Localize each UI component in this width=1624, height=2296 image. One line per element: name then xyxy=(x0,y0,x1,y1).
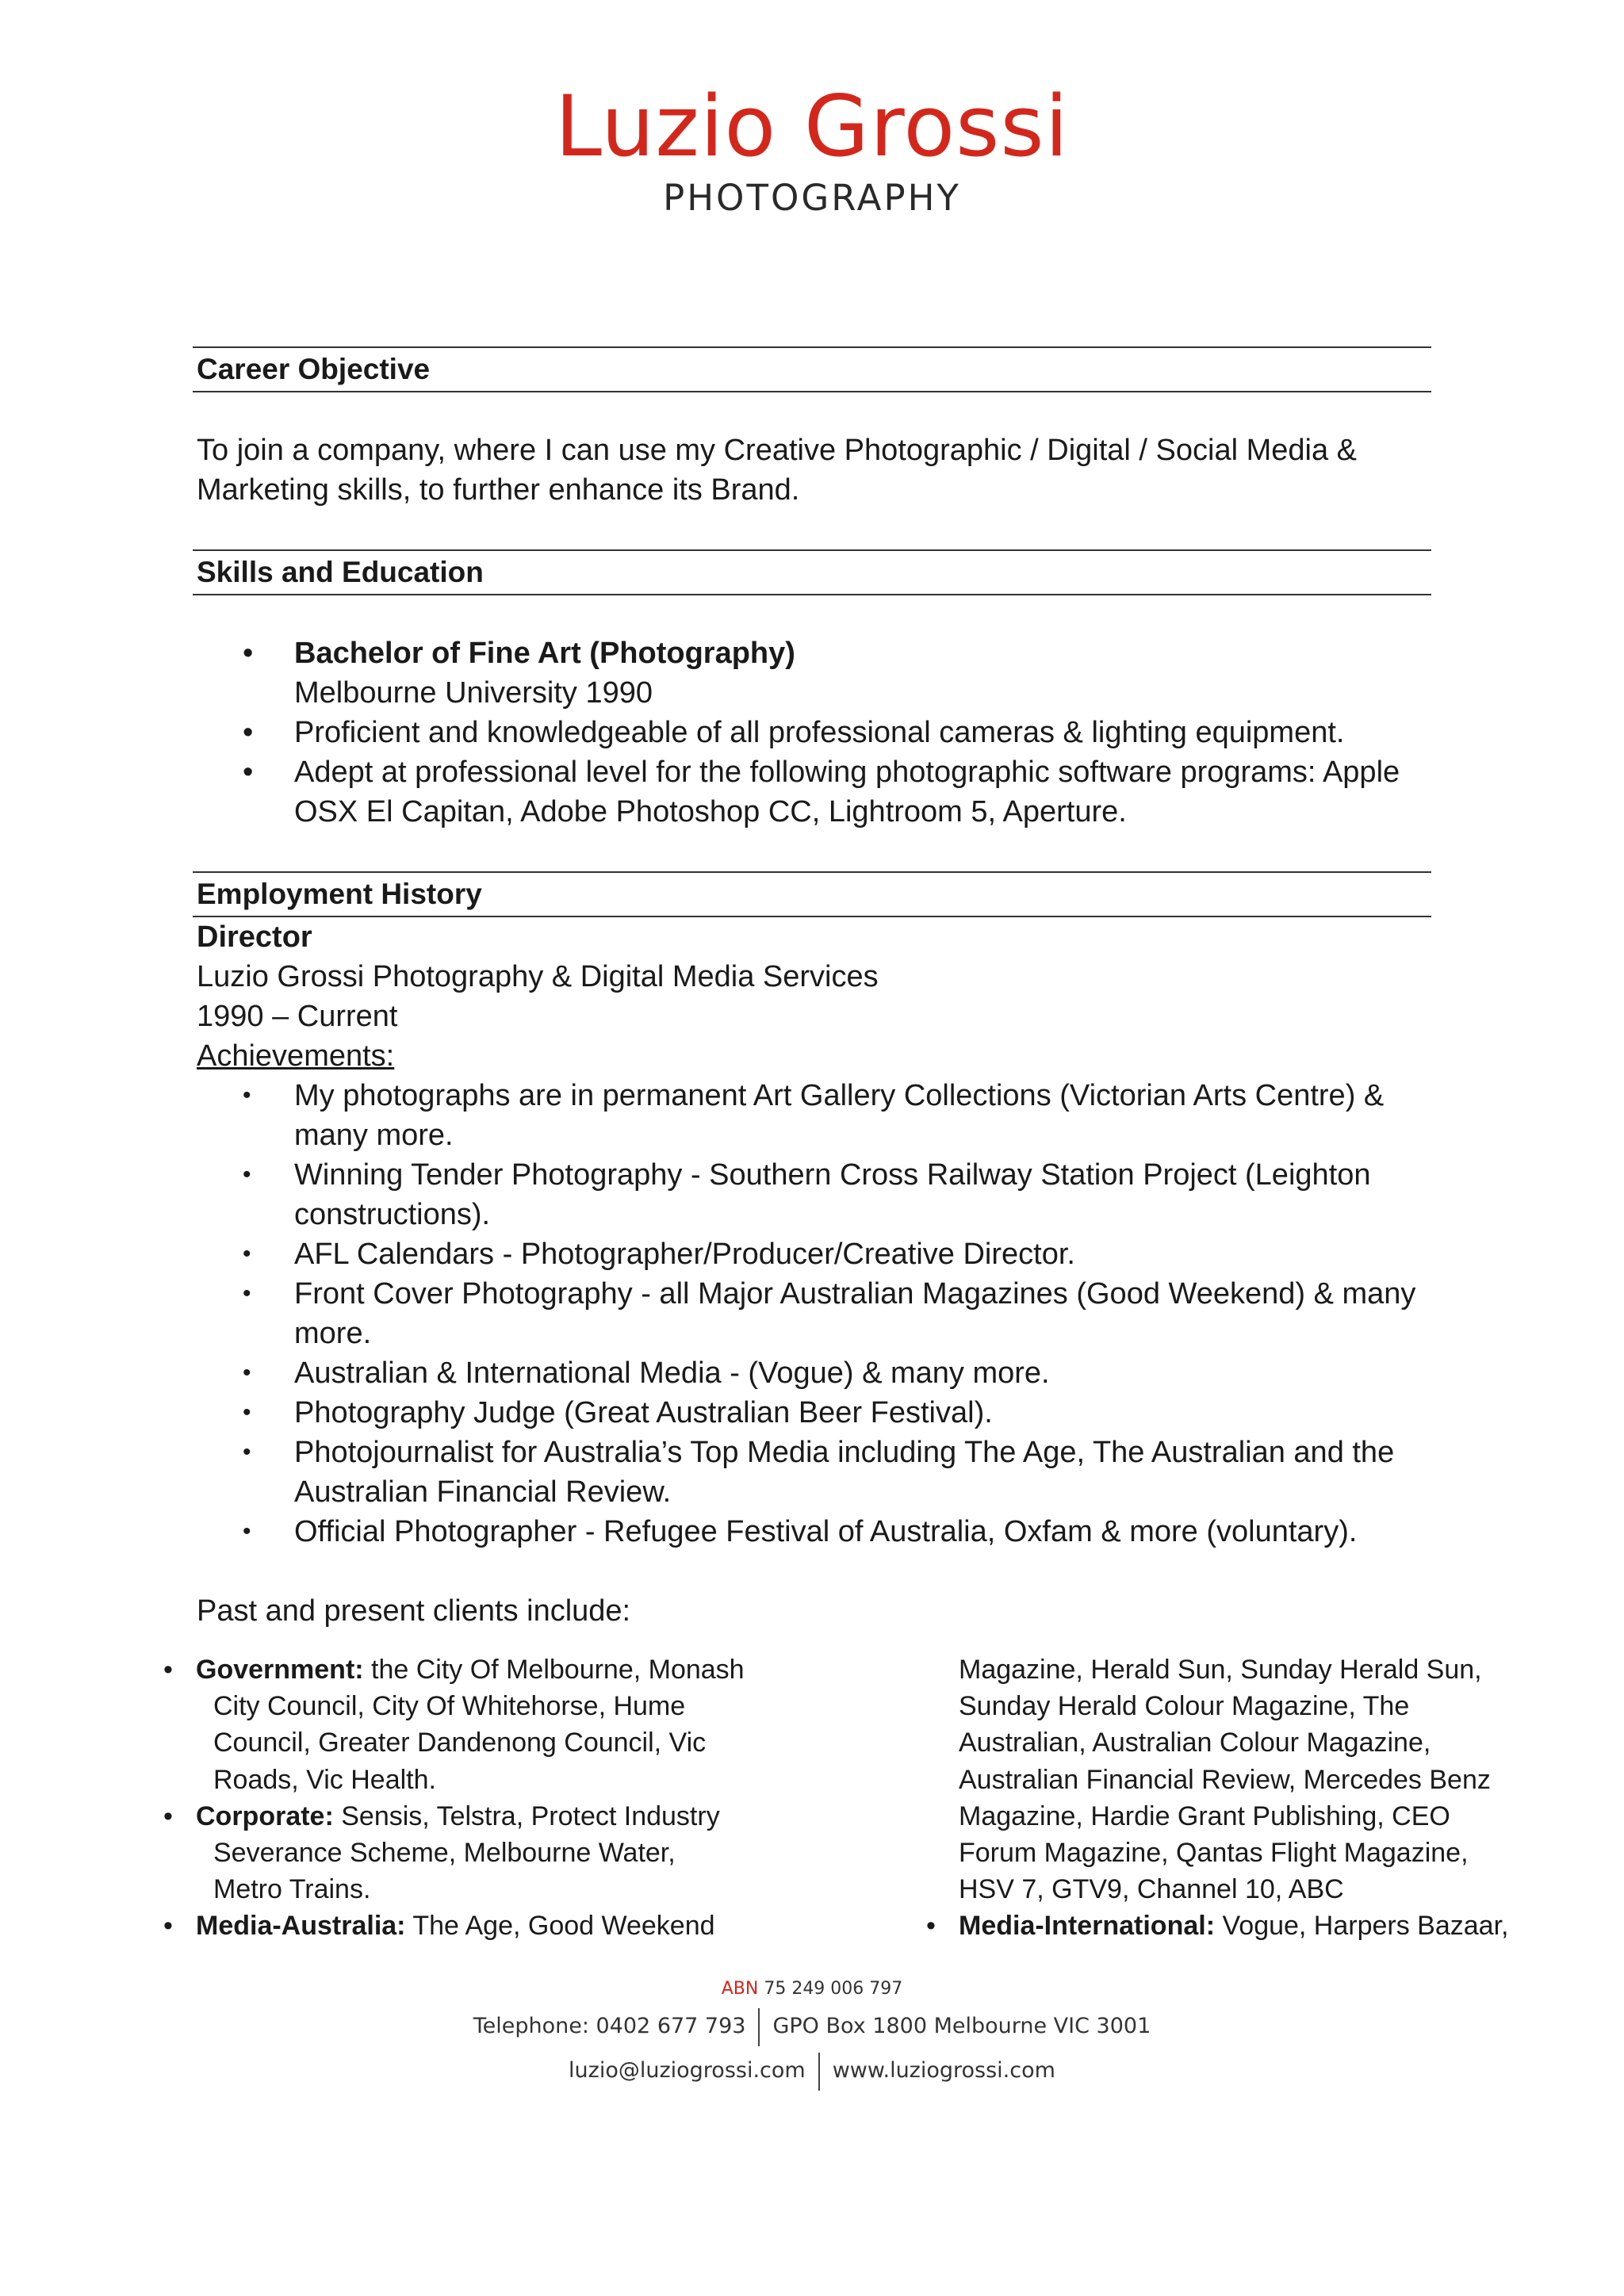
bullet-icon: • xyxy=(243,716,254,749)
achievement-line: constructions). xyxy=(294,1198,491,1231)
achievement-line: Winning Tender Photography - Southern Cross Railway Station Project (Leighton xyxy=(294,1158,1371,1192)
employment-period: 1990 – Current xyxy=(197,1000,398,1033)
footer xyxy=(0,1976,1624,2091)
client-label: Media-Australia: xyxy=(196,1911,406,1942)
list-item xyxy=(193,752,1431,832)
bullet-icon: • xyxy=(243,1082,251,1108)
bullet-icon: • xyxy=(243,1399,251,1425)
client-label: Media-International: xyxy=(959,1911,1216,1942)
achievement-line: more. xyxy=(294,1317,372,1350)
achievement-line: many more. xyxy=(294,1119,454,1152)
clients-intro: Past and present clients include: xyxy=(197,1594,631,1628)
bullet-icon: • xyxy=(243,1439,251,1465)
logo-tagline: PHOTOGRAPHY xyxy=(663,177,961,219)
section-heading-employment: Employment History xyxy=(193,871,1431,917)
divider xyxy=(758,2008,760,2046)
skill-line: Proficient and knowledgeable of all professional cameras & lighting equipment. xyxy=(294,716,1345,749)
job-title: Director xyxy=(197,920,312,954)
telephone: Telephone: 0402 677 793 xyxy=(473,2014,746,2038)
client-text: Sunday Herald Colour Magazine, The xyxy=(959,1691,1410,1722)
client-text: Council, Greater Dandenong Council, Vic xyxy=(213,1728,707,1758)
list-item xyxy=(193,1433,1431,1512)
client-group-media-australia-continued xyxy=(925,1651,1527,1908)
bullet-icon: • xyxy=(926,1911,936,1942)
client-text: Vogue, Harpers Bazaar, xyxy=(1215,1911,1509,1942)
objective-line: To join a company, where I can use my Creative Photographic / Digital / Social Media & xyxy=(197,434,1357,467)
company-name: Luzio Grossi Photography & Digital Media Services xyxy=(197,960,879,993)
bullet-icon: • xyxy=(243,1241,251,1267)
email-link[interactable]: luzio@luziogrossi.com xyxy=(569,2058,806,2083)
skill-line: Adept at professional level for the following photographic software programs: Apple xyxy=(294,756,1400,789)
achievement-line: Official Photographer - Refugee Festival of Australia, Oxfam & more (voluntary). xyxy=(294,1515,1358,1548)
skill-line: OSX El Capitan, Adobe Photoshop CC, Lightroom 5, Aperture. xyxy=(294,795,1127,828)
client-text: Australian, Australian Colour Magazine, xyxy=(959,1728,1431,1758)
list-item xyxy=(193,1076,1431,1155)
achievement-line: Australian Financial Review. xyxy=(294,1475,672,1509)
list-item xyxy=(193,633,1431,713)
contact-row-phone-address xyxy=(0,2007,1624,2046)
bullet-icon: • xyxy=(243,1161,251,1188)
divider xyxy=(818,2053,820,2091)
contact-row-email-web xyxy=(0,2051,1624,2091)
website-link[interactable]: www.luziogrossi.com xyxy=(832,2058,1055,2083)
bullet-icon: • xyxy=(243,637,254,670)
client-text: HSV 7, GTV9, Channel 10, ABC xyxy=(959,1874,1344,1905)
bullet-icon: • xyxy=(163,1911,173,1942)
bullet-icon: • xyxy=(243,1280,251,1307)
client-group-media-international xyxy=(925,1908,1527,1944)
client-group-media-australia xyxy=(162,1908,764,1944)
list-item xyxy=(193,1512,1431,1552)
client-text: Sensis, Telstra, Protect Industry xyxy=(333,1800,720,1831)
bullet-icon: • xyxy=(163,1655,173,1685)
achievement-line: Photojournalist for Australia’s Top Media including The Age, The Australian and the xyxy=(294,1436,1395,1469)
logo-name: Luzio Grossi xyxy=(554,78,1070,175)
achievement-line: Front Cover Photography - all Major Australian Magazines (Good Weekend) & many xyxy=(294,1277,1416,1311)
degree-title: Bachelor of Fine Art (Photography) xyxy=(294,637,795,670)
client-text: Severance Scheme, Melbourne Water, xyxy=(213,1838,676,1869)
achievement-line: AFL Calendars - Photographer/Producer/Creative Director. xyxy=(294,1238,1075,1271)
clients-column-left xyxy=(162,1651,764,1945)
degree-institution: Melbourne University 1990 xyxy=(294,676,653,710)
postal-address: GPO Box 1800 Melbourne VIC 3001 xyxy=(772,2014,1151,2038)
client-group-government xyxy=(162,1651,764,1798)
client-text: City Council, City Of Whitehorse, Hume xyxy=(213,1691,686,1722)
skills-list xyxy=(193,633,1431,832)
list-item xyxy=(193,1234,1431,1274)
content xyxy=(193,346,1431,1631)
abn-number: 75 249 006 797 xyxy=(764,1979,903,1999)
client-text: Australian Financial Review, Mercedes Benz xyxy=(959,1764,1491,1795)
logo xyxy=(0,79,1624,220)
section-heading-skills: Skills and Education xyxy=(193,549,1431,595)
achievement-line: My photographs are in permanent Art Gallery Collections (Victorian Arts Centre) & xyxy=(294,1079,1385,1112)
clients-column-right xyxy=(925,1651,1527,1945)
bullet-icon: • xyxy=(243,756,254,789)
list-item xyxy=(193,1274,1431,1353)
list-item xyxy=(193,1393,1431,1433)
list-item xyxy=(193,1155,1431,1234)
bullet-icon: • xyxy=(163,1800,173,1831)
client-text: Roads, Vic Health. xyxy=(213,1764,436,1795)
bullet-icon: • xyxy=(243,1360,251,1386)
objective-line: Marketing skills, to further enhance its Brand. xyxy=(197,473,800,507)
client-text: the City Of Melbourne, Monash xyxy=(363,1655,745,1685)
achievements-list xyxy=(193,1076,1431,1552)
client-text: Metro Trains. xyxy=(213,1874,371,1905)
list-item xyxy=(193,713,1431,752)
achievement-line: Photography Judge (Great Australian Beer Festival). xyxy=(294,1396,993,1429)
career-objective-text xyxy=(193,430,1431,510)
client-text: Magazine, Herald Sun, Sunday Herald Sun, xyxy=(959,1655,1482,1685)
client-text: The Age, Good Weekend xyxy=(405,1911,715,1942)
achievement-line: Australian & International Media - (Vogue) & many more. xyxy=(294,1357,1050,1390)
client-label: Government: xyxy=(196,1655,364,1685)
bullet-icon: • xyxy=(243,1518,251,1544)
client-label: Corporate: xyxy=(196,1800,334,1831)
list-item xyxy=(193,1353,1431,1393)
section-heading-career-objective: Career Objective xyxy=(193,346,1431,392)
client-group-corporate xyxy=(162,1798,764,1908)
client-text: Forum Magazine, Qantas Flight Magazine, xyxy=(959,1838,1469,1869)
achievements-heading: Achievements: xyxy=(197,1039,395,1073)
abn xyxy=(0,1976,1624,2002)
client-text: Magazine, Hardie Grant Publishing, CEO xyxy=(959,1800,1450,1831)
abn-label: ABN xyxy=(721,1979,759,1999)
